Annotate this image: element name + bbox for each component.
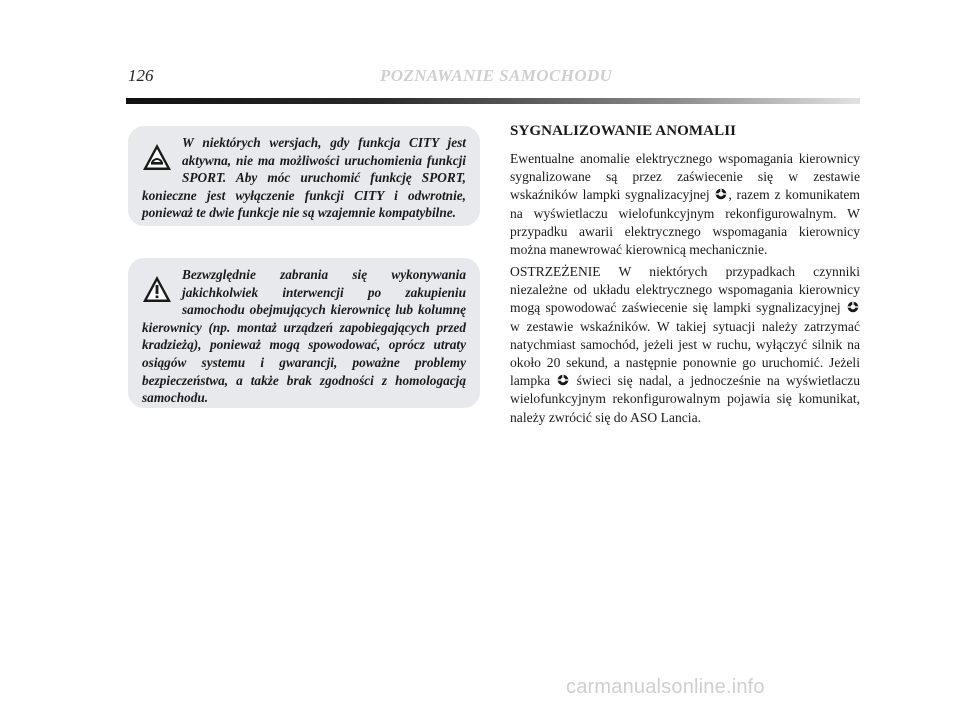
anomaly-text-part-2: , razem z komunikatem na wyświetlaczu wielofunkcyjnym rekonfigurowalnym. W przypadku awarii elektrycznego wspomagania kierownicy można manewrować kierownicą mechanicznie. — [510, 187, 860, 258]
warning-box-city-sport — [128, 126, 480, 226]
warning-triangle-icon — [142, 274, 172, 308]
warning-text-steering-modification: Bezwzględnie zabrania się wykonywania jakichkolwiek interwencji po zakupieniu samochodu obejmujących kierownicę lub kolumnę kierownicy (np. montaż urządzeń zapobiegających przed kradzieżą), ponieważ mogą spowodować, oprócz utraty osiągów systemu i gwarancji, poważne problemy bezpieczeństwa, a także brak zgodności z homologacją samochodu. — [142, 267, 466, 406]
page-number: 126 — [128, 66, 154, 85]
caution-text-part-1: OSTRZEŻENIE W niektórych przypadkach czynniki niezależne od układu elektrycznego wspomagania kierownicy mogą spowodować zaświecenie się lampki sygnalizacyjnej — [510, 264, 860, 316]
steering-warning-lamp-icon — [715, 188, 727, 200]
caution-text-part-2: w zestawie wskaźników. W takiej sytuacji należy zatrzymać natychmiast samochód, jeżeli jest w ruchu, wyłączyć silnik na około 20 sekund, a następnie ponownie go uruchomić. Jeżeli lampka — [510, 318, 860, 389]
header-rule — [126, 98, 860, 104]
warning-box-steering-modification — [128, 258, 480, 408]
steering-warning-icon — [142, 142, 172, 176]
warning-text-city-sport: W niektórych wersjach, gdy funkcja CITY jest aktywna, nie ma możliwości uruchomienia funkcji SPORT. Aby móc uruchomić funkcję SPORT, konieczne jest wyłączenie funkcji CITY i odwrotnie, ponieważ te dwie funkcje nie są wzajemnie kompatybilne. — [142, 135, 466, 221]
running-title: POZNAWANIE SAMOCHODU — [380, 66, 613, 85]
steering-warning-lamp-icon — [847, 301, 859, 313]
anomaly-paragraph — [510, 150, 860, 259]
watermark: carmanualsonline.info — [566, 676, 765, 698]
caution-text-part-3: świeci się nadal, a jednocześnie na wyświetlaczu wielofunkcyjnym rekonfigurowalnym pojawia się komunikat, należy zwrócić się do ASO Lancia. — [510, 373, 860, 425]
caution-paragraph — [510, 263, 860, 427]
steering-warning-lamp-icon — [557, 374, 569, 386]
anomaly-text-part-1: Ewentualne anomalie elektrycznego wspomagania kierownicy sygnalizowane są przez zaświecenie się w zestawie wskaźników lampki sygnalizacyjnej — [510, 151, 860, 203]
section-heading: SYGNALIZOWANIE ANOMALII — [510, 123, 737, 139]
